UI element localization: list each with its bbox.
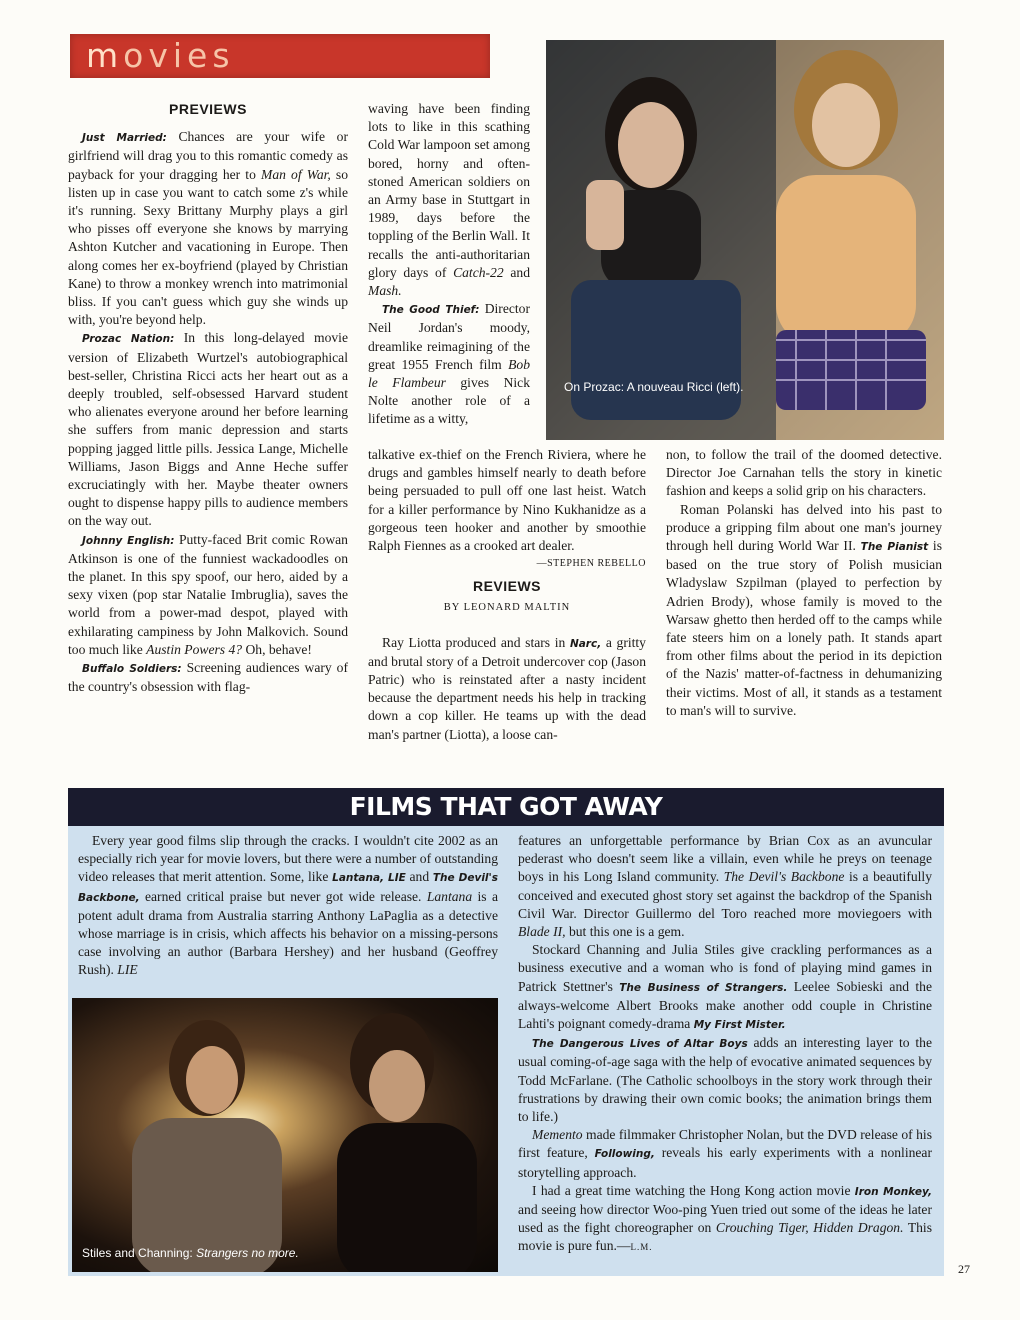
review-narc-continued: non, to follow the trail of the doomed detective. Director Joe Carnahan tells the story in kinetic fashion and keeps a solid grip on his characters. [666, 447, 942, 499]
films-altar-boys: The Dangerous Lives of Altar Boys adds an interesting layer to the usual coming-of-age saga with the help of evocative animated sequences by Todd McFarlane. (The Catholic schoolboys in the story work through their frustrations by drawing their own comic books; the animation brings them to life.) [518, 1035, 932, 1125]
preview-buffalo-soldiers: Buffalo Soldiers: Screening audiences wary of the country's obsession with flag- [68, 660, 348, 695]
films-column-left [78, 832, 498, 980]
preview-johnny-english: Johnny English: Putty-faced Brit comic Rowan Atkinson is one of the funniest wackadoodles on the planet. In this spy spoof, our hero, aided by a sexy vixen (pop star Natalie Imbruglia), saves the world from a power-mad despot, played with exhilarating campiness by John Malkovich. Sound too much like Austin Powers 4? Oh, behave! [68, 531, 348, 657]
review-pianist: Roman Polanski has delved into his past to produce a gripping film about one man's journey through hell during World War II. The Pianist is based on the true story of Polish musician Wladyslaw Szpilman (played to perfection by Adrien Brody), whose family is moved to the Warsaw ghetto then herded off to the camps while fate steers him on a lonely path. It stands apart from other films about the period in its depiction of the Nazis' matter-of-factness in dehumanizing their victims. Most of all, it stands as a testament to man's will to survive. [666, 501, 943, 718]
films-title: FILMS THAT GOT AWAY [349, 792, 663, 821]
reviews-heading: REVIEWS [472, 578, 542, 595]
photo-bottom-caption: Stiles and Channing: Strangers no more. [82, 1246, 299, 1260]
section-header [70, 34, 490, 78]
reviews-column-3 [666, 446, 942, 720]
previews-column-2-lower [368, 446, 646, 744]
good-thief-continued: talkative ex-thief on the French Riviera, where he drugs and gambles himself nearly to death before being persuaded to pull off one last heist. Watch for a killer performance by Nino Kukhanidze as a gorgeous teen hooker and another by smoothie Ralph Fiennes as a crooked art dealer. —STEPHEN REBELLO [368, 446, 646, 555]
credit-stephen-rebello: —STEPHEN REBELLO [536, 558, 646, 570]
films-intro: Every year good films slip through the cracks. I wouldn't cite 2002 as an especially rich year for movie lovers, but there were a number of outstanding video releases that merit attention. Some, like Lantana, LIE and The Devil's Backbone, earned critical praise but never got wide release. Lantana is a potent adult drama from Australia starring Anthony LaPaglia as a detective whose marriage is in crisis, which affects his behavior on a missing-persons case involving an author (Barbara Hershey) and her husband (Geoffrey Rush). LIE [78, 833, 498, 978]
page-number: 27 [958, 1262, 970, 1276]
review-narc: Ray Liotta produced and stars in Narc, a gritty and brutal story of a Detroit undercover cop (Jason Patric) who is reinstated after a nasty incident because the department needs his help in tracking down a cop killer. He teams up with the dead man's partner (Liotta), a loose can- [368, 634, 646, 742]
films-iron-monkey: I had a great time watching the Hong Kong action movie Iron Monkey, and seeing how director Woo-ping Yuen tried out some of the ideas he later used as the fight choreographer on Crouching Tiger, Hidden Dragon. This movie is pure fun.—L.M. [518, 1182, 932, 1254]
previews-column-1 [68, 100, 348, 697]
photo-prozac-nation [546, 40, 944, 440]
photo-business-of-strangers [72, 998, 498, 1272]
preview-prozac-nation: Prozac Nation: In this long-delayed movie version of Elizabeth Wurtzel's autobiographical best-seller, Christina Ricci acts her heart out as a deeply troubled, self-obsessed Harvard student who alienates everyone around her before learning she suffers from manic depression and starts popping jagged little pills. Jessica Lange, Michelle Williams, Jason Biggs and Anne Heche suffer excruciatingly with her. Maybe theater owners ought to dispense happy pills to audience members on the way out. [68, 330, 348, 529]
previews-column-2 [368, 100, 530, 429]
films-following: Memento made filmmaker Christopher Nolan, but the DVD release of his first feature, Following, reveals his early experiments with a nonlinear storytelling approach. [518, 1127, 932, 1180]
section-title: movies [86, 36, 235, 75]
preview-good-thief: The Good Thief: Director Neil Jordan's moody, dreamlike reimagining of the great 1955 French film Bob le Flambeur gives Nick Nolte another role of a lifetime as a witty, [368, 301, 531, 427]
films-business-of-strangers: Stockard Channing and Julia Stiles give crackling performances as a business executive and a woman who is fond of playing mind games in Patrick Stettner's The Business of Strangers. Leelee Sobieski and the always-welcome Albert Brooks make another odd couple in Christine Lahti's poignant comedy-drama My First Mister. [518, 942, 933, 1032]
previews-heading: PREVIEWS [169, 101, 247, 117]
buffalo-soldiers-continued: waving have been finding lots to like in this scathing Cold War lampoon set among bored, horny and often-stoned American soldiers on an Army base in Stuttgart in 1989, days before the toppling of the Berlin Wall. It recalls the anti-authoritarian glory days of Catch-22 and Mash. [368, 101, 530, 299]
preview-just-married: Just Married: Chances are your wife or girlfriend will drag you to this romantic comedy as payback for your dragging her to Man of War, so listen up in case you want to catch some z's while it's running. Sexy Brittany Murphy plays a girl who pisses off everyone she knows by marrying Ashton Kutcher and vacationing in Europe. Then along comes her ex-boyfriend (played by Christian Kane) to throw a monkey wrench into matrimonial bliss. If you can't guess which guy she winds up with, you're beyond help. [68, 129, 348, 328]
photo-top-caption: On Prozac: A nouveau Ricci (left). [564, 380, 744, 394]
films-column-right [518, 832, 932, 1257]
films-lie: features an unforgettable performance by Brian Cox as an avuncular pederast who doesn't seem like a villain, even while he preys on teenage boys in his Long Island community. The Devil's Backbone is a beautifully conceived and executed ghost story set against the backdrop of the Spanish Civil War. Director Guillermo del Toro reached more moviegoers with Blade II, but this one is a gem. [518, 833, 933, 940]
reviews-byline: BY LEONARD MALTIN [443, 602, 571, 614]
